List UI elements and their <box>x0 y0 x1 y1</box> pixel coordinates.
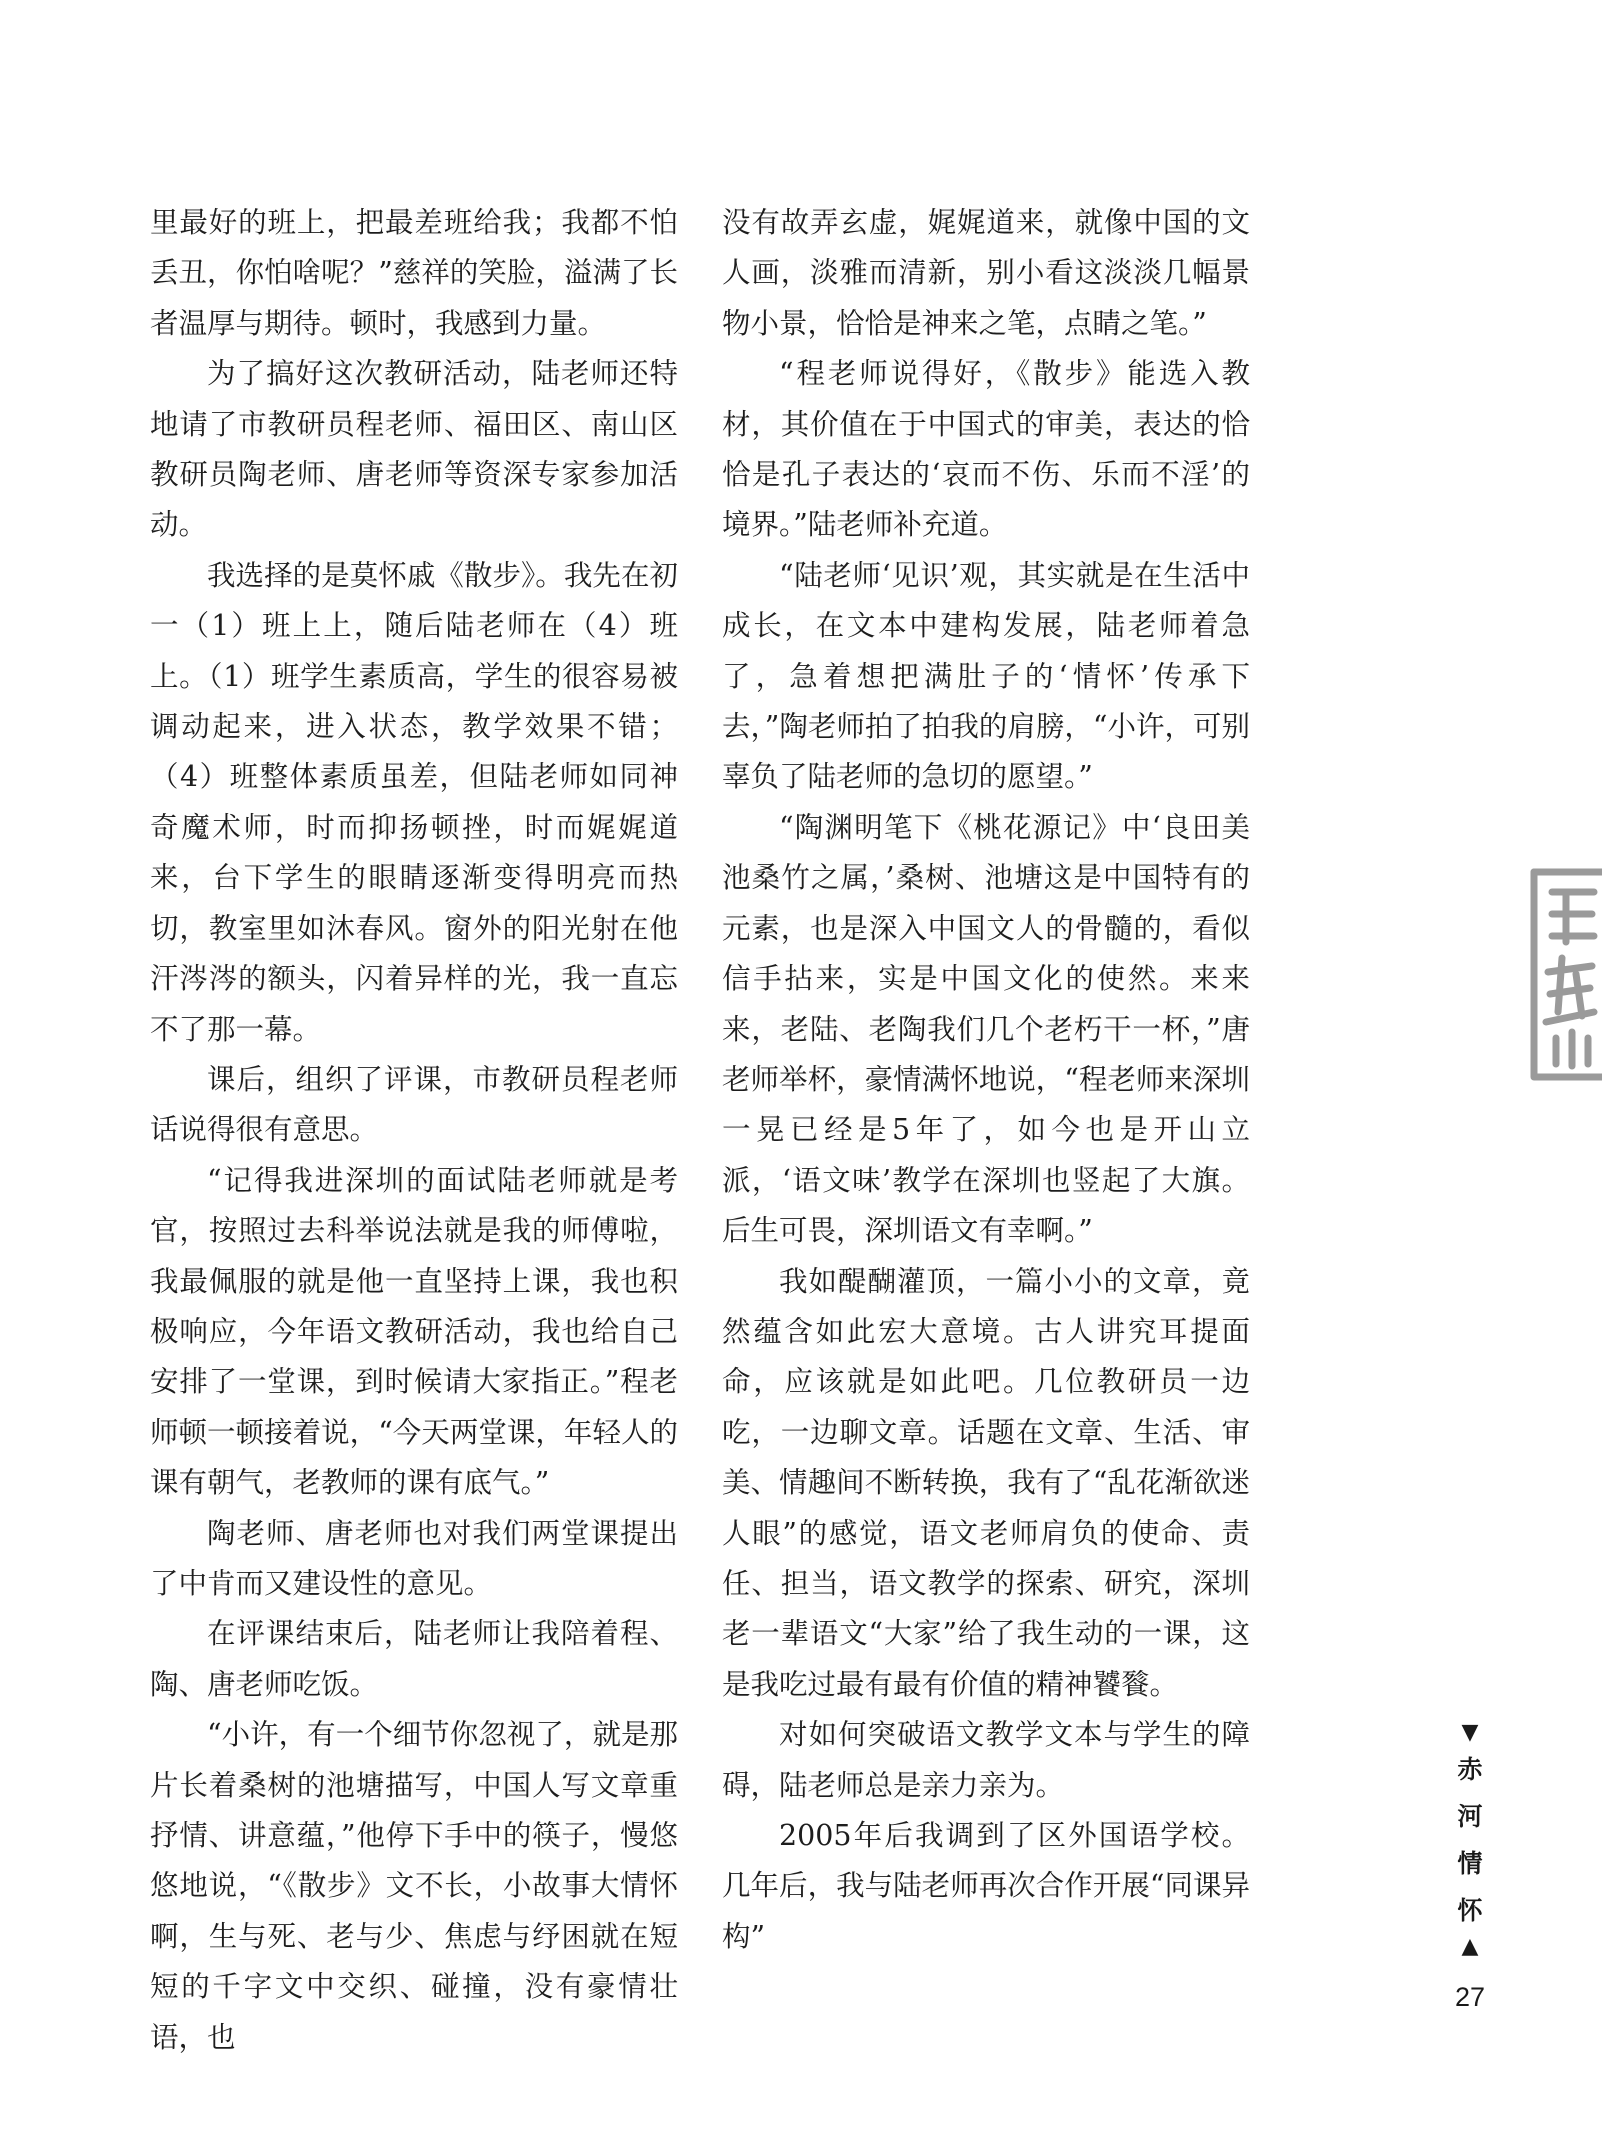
page-number: 27 <box>1454 1982 1486 2012</box>
sidebar-char: 赤 <box>1457 1755 1483 1784</box>
paragraph: 里最好的班上，把最差班给我；我都不怕丢丑，你怕啥呢？”慈祥的笑脸，溢满了长者温厚与期待。顿时，我感到力量。 <box>150 206 678 340</box>
triangle-down-icon: ▼ <box>1461 1720 1479 1745</box>
stamp-seal-icon <box>1522 862 1602 1092</box>
paragraph: “陶渊明笔下《桃花源记》中‘良田美池桑竹之属，’桑树、池塘这是中国特有的元素，也是深入中国文人的骨髓的，看似信手拈来，实是中国文化的使然。来来来，老陆、老陶我们几个老朽干一杯，”唐老师举杯，豪情满怀地说，“程老师来深圳一晃已经是5年了，如今也是开山立派，‘语文味’教学在深圳也竖起了大旗。后生可畏，深圳语文有幸啊。” <box>722 810 1250 1248</box>
paragraph: 我选择的是莫怀戚《散步》。我先在初一（1）班上上，随后陆老师在（4）班上。（1）班学生素质高，学生的很容易被调动起来，进入状态，教学效果不错；（4）班整体素质虽差，但陆老师如同神奇魔术师，时而抑扬顿挫，时而娓娓道来，台下学生的眼睛逐渐变得明亮而热切，教室里如沐春风。窗外的阳光射在他汗涔涔的额头，闪着异样的光，我一直忘不了那一幕。 <box>150 558 678 1046</box>
paragraph: “小许，有一个细节你忽视了，就是那片长着桑树的池塘描写，中国人写文章重抒情、讲意蕴，”他停下手中的筷子，慢悠悠地说，“《散步》文不长，小故事大情怀啊，生与死、老与少、焦虑与纾困就在短短的千字文中交织、碰撞，没有豪情壮语，也 <box>150 1718 678 2054</box>
paragraph: 我如醍醐灌顶，一篇小小的文章，竟然蕴含如此宏大意境。古人讲究耳提面命，应该就是如此吧。几位教研员一边吃，一边聊文章。话题在文章、生活、审美、情趣间不断转换，我有了“乱花渐欲迷人眼”的感觉，语文老师肩负的使命、责任、担当，语文教学的探索、研究，深圳老一辈语文“大家”给了我生动的一课，这是我吃过最有最有价值的精神饕餮。 <box>722 1264 1250 1701</box>
paragraph: “程老师说得好，《散步》能选入教材，其价值在于中国式的审美，表达的恰恰是孔子表达的‘哀而不伤、乐而不淫’的境界。”陆老师补充道。 <box>722 357 1250 542</box>
article-column-left <box>150 198 678 2054</box>
paragraph: “记得我进深圳的面试陆老师就是考官，按照过去科举说法就是我的师傅啦，我最佩服的就是他一直坚持上课，我也积极响应，今年语文教研活动，我也给自己安排了一堂课，到时候请大家指正。”程老师顿一顿接着说，“今天两堂课，年轻人的课有朝气，老教师的课有底气。” <box>150 1163 678 1500</box>
paragraph: 陶老师、唐老师也对我们两堂课提出了中肯而又建设性的意见。 <box>150 1516 678 1600</box>
paragraph: 为了搞好这次教研活动，陆老师还特地请了市教研员程老师、福田区、南山区教研员陶老师、唐老师等资深专家参加活动。 <box>150 357 678 542</box>
sidebar-char: 河 <box>1457 1802 1483 1831</box>
paragraph: 课后，组织了评课，市教研员程老师话说得很有意思。 <box>150 1062 678 1147</box>
paragraph: 没有故弄玄虚，娓娓道来，就像中国的文人画，淡雅而清新，别小看这淡淡几幅景物小景，恰恰是神来之笔，点睛之笔。” <box>722 206 1250 340</box>
paragraph: “陆老师‘见识’观，其实就是在生活中成长，在文本中建构发展，陆老师着急了，急着想把满肚子的‘情怀’传承下去，”陶老师拍了拍我的肩膀，“小许，可别辜负了陆老师的急切的愿望。” <box>722 558 1250 794</box>
article-column-right <box>722 198 1250 1953</box>
sidebar-char: 情 <box>1457 1849 1483 1878</box>
sidebar-char: 怀 <box>1457 1896 1483 1925</box>
paragraph: 对如何突破语文教学文本与学生的障碍，陆老师总是亲力亲为。 <box>722 1718 1250 1802</box>
triangle-up-icon: ▲ <box>1461 1934 1479 1959</box>
paragraph: 2005年后我调到了区外国语学校。几年后，我与陆老师再次合作开展“同课异构” <box>722 1819 1250 1953</box>
paragraph: 在评课结束后，陆老师让我陪着程、陶、唐老师吃饭。 <box>150 1617 678 1701</box>
section-sidebar <box>1448 1720 1492 1960</box>
